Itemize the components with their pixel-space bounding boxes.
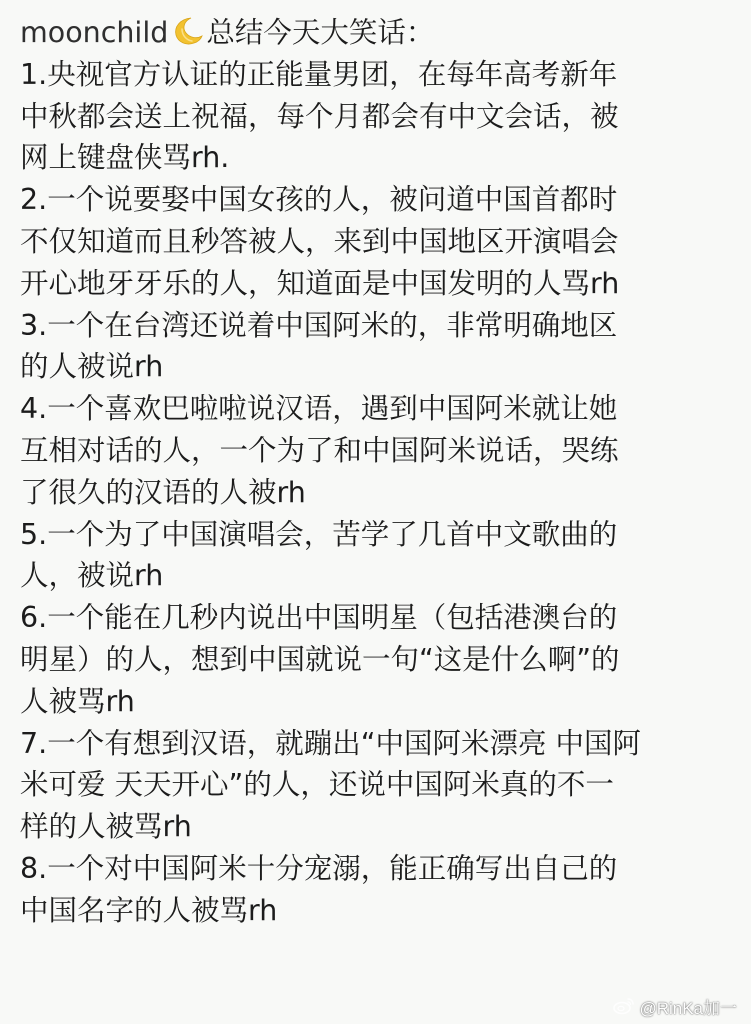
post-body <box>20 54 737 932</box>
post-text-line: 人被骂rh <box>20 684 135 718</box>
post-text-line: 5.一个为了中国演唱会，苦学了几首中文歌曲的 <box>20 517 618 551</box>
post-text-line: 明星）的人，想到中国就说一句“这是什么啊”的 <box>20 642 620 676</box>
post-text-line: 网上键盘侠骂rh. <box>20 141 230 175</box>
post-text-line: 开心地牙牙乐的人，知道面是中国发明的人骂rh <box>20 266 620 300</box>
watermark-text: @RinKa加一 <box>639 998 737 1018</box>
post-text-line: 样的人被骂rh <box>20 810 192 844</box>
username[interactable]: moonchild <box>20 16 169 49</box>
post-text-line: 8.一个对中国阿米十分宠溺，能正确写出自己的 <box>20 851 618 885</box>
post-text-line: 互相对话的人，一个为了和中国阿米说话，哭练 <box>20 433 619 467</box>
post-text-line: 4.一个喜欢巴啦啦说汉语，遇到中国阿米就让她 <box>20 392 618 426</box>
crescent-moon-icon <box>170 16 204 46</box>
post-text-line: 不仅知道而且秒答被人，来到中国地区开演唱会 <box>20 224 619 258</box>
post-text-line: 7.一个有想到汉语，就蹦出“中国阿米漂亮 中国阿 <box>20 726 642 760</box>
post-text-line: 6.一个能在几秒内说出中国明星（包括港澳台的 <box>20 601 618 635</box>
post-text-line: 的人被说rh <box>20 350 164 384</box>
post-text-line: 中国名字的人被骂rh <box>20 893 278 927</box>
post-header <box>20 12 737 54</box>
post-text-line: 3.一个在台湾还说着中国阿米的，非常明确地区 <box>20 308 618 342</box>
post-text-line: 米可爱 天天开心”的人，还说中国阿米真的不一 <box>20 768 614 802</box>
post-text-line: 人，被说rh <box>20 559 164 593</box>
post-text-line: 2.一个说要娶中国女孩的人，被问道中国首都时 <box>20 183 618 217</box>
post-text-line: 1.央视官方认证的正能量男团，在每年高考新年 <box>20 57 618 91</box>
weibo-icon <box>613 997 635 1015</box>
post-text-line: 了很久的汉语的人被rh <box>20 475 306 509</box>
post-title: 总结今天大笑话： <box>206 16 435 49</box>
weibo-watermark <box>613 994 737 1018</box>
post-text-line: 中秋都会送上祝福，每个月都会有中文会话，被 <box>20 99 619 133</box>
